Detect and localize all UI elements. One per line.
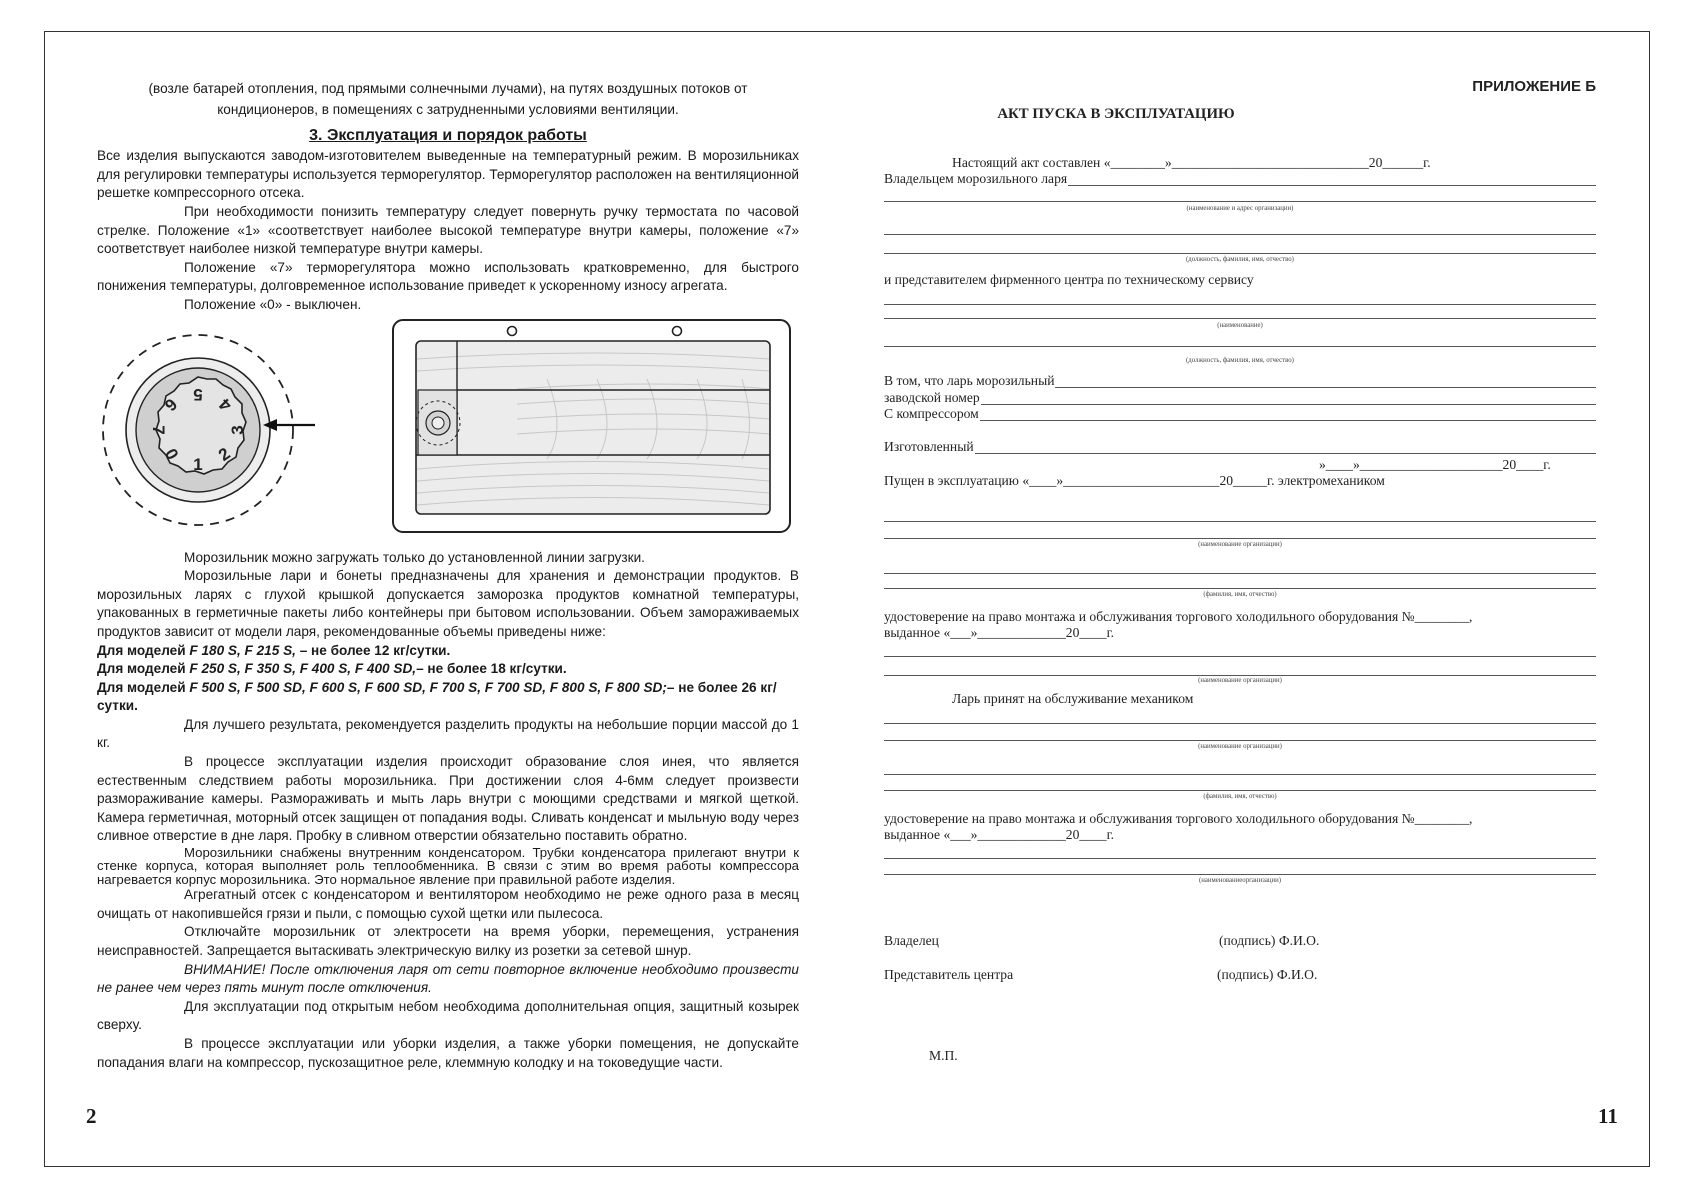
field-caption: (должность, фамилия, имя, отчество): [1186, 357, 1294, 364]
act-line: Ларь принят на обслуживание механиком: [952, 691, 1194, 706]
paragraph: Все изделия выпускаются заводом-изготовителем выведенные на температурный режим. В морозильниках для регулировки температуры используется терморегулятор. Терморегулятор расположен на вентиляционной решетке компрессорного отсека.: [97, 148, 799, 201]
model-limit-3: Для моделей F 500 S, F 500 SD, F 600 S, F 600 SD, F 700 S, F 700 SD, F 800 S, F 800 SD;– не более 26 кг/сутки.: [97, 679, 777, 714]
paragraph: Для эксплуатации под открытым небом необходима дополнительная опция, защитный козырек сверху.: [97, 998, 799, 1033]
field-caption: (наименованиеорганизации): [1198, 877, 1282, 884]
grille-area: [416, 341, 770, 514]
paragraph: В процессе эксплуатации или уборки изделия, а также уборки помещения, не допускайте попадания влаги на компрессор, пускозащитное реле, клеммную колодку и на токоведущие части.: [97, 1036, 799, 1070]
owner-signature: (подпись) Ф.И.О.: [1219, 933, 1320, 948]
field-caption: (наименование и адрес организации): [1186, 205, 1294, 212]
paragraph: Положение «0» - выключен.: [184, 296, 362, 312]
dial-number-6: 6: [160, 394, 181, 415]
thermostat-diagram: [97, 319, 799, 541]
model-limit-1: Для моделей F 180 S, F 215 S, – не более 12 кг/сутки.: [97, 642, 451, 658]
warning-paragraph: ВНИМАНИЕ! После отключения ларя от сети повторное включение необходимо произвести не ранее чем через пять минут после отключения.: [97, 961, 799, 996]
model-limit-2: Для моделей F 250 S, F 350 S, F 400 S, F 400 SD,– не более 18 кг/сутки.: [97, 661, 567, 677]
paragraph: Положение «7» терморегулятора можно использовать кратковременно, для быстрого понижения температуры, долговременное использование приведет к ускоренному износу агрегата.: [97, 259, 799, 294]
field-caption: (фамилия, имя, отчество): [1203, 793, 1277, 800]
manufactured-field: Изготовленный: [884, 439, 1596, 457]
act-line: удостоверение на право монтажа и обслуживания торгового холодильного оборудования №________,: [884, 609, 1473, 624]
act-line: Пущен в эксплуатацию «____»_______________________20_____г. электромехаником: [884, 473, 1385, 488]
act-line: »____»_____________________20____г.: [1319, 457, 1551, 472]
appendix-label: ПРИЛОЖЕНИЕ Б: [1472, 78, 1596, 95]
field-caption: (наименование организации): [1198, 541, 1282, 548]
paragraph: Для лучшего результата, рекомендуется разделить продукты на небольшие порции массой до 1 кг.: [97, 716, 799, 751]
owner-field: Владельцем морозильного ларя: [884, 171, 1596, 189]
serial-field: заводской номер: [884, 390, 1596, 408]
left-page-number: 2: [86, 1104, 97, 1128]
stamp-label: М.П.: [929, 1048, 958, 1063]
dial-number-4: 4: [215, 394, 236, 415]
representative-label: Представитель центра: [884, 967, 1014, 982]
freezer-field: В том, что ларь морозильный: [884, 373, 1596, 391]
act-line: удостоверение на право монтажа и обслуживания торгового холодильного оборудования №________,: [884, 811, 1473, 826]
panel-screw: [673, 326, 682, 335]
dial-number-3: 3: [228, 424, 247, 435]
dial-number-7: 7: [149, 424, 168, 435]
act-title: АКТ ПУСКА В ЭКСПЛУАТАЦИЮ: [997, 106, 1235, 122]
thermostat-figure: [97, 319, 799, 541]
field-caption: (фамилия, имя, отчество): [1203, 591, 1277, 598]
dial-number-0: 0: [160, 444, 183, 463]
dial-number-2: 2: [214, 443, 234, 465]
act-line: выданное «___»_____________20____г.: [884, 625, 1115, 640]
compressor-field: С компрессором: [884, 406, 1596, 424]
right-page-number: 11: [1598, 1104, 1618, 1128]
act-line: и представителем фирменного центра по техническому сервису: [884, 272, 1254, 287]
paragraph: Агрегатный отсек с конденсатором и вентилятором необходимо не реже одного раза в месяц очищать от накопившейся грязи и пыли, с помощью сухой щетки или пылесоса.: [97, 887, 799, 921]
intro-line-1: (возле батарей отопления, под прямыми солнечными лучами), на путях воздушных потоков от: [148, 81, 748, 96]
paragraph: Морозильные лари и бонеты предназначены для хранения и демонстрации продуктов. В морозильных ларях с глухой крышкой допускается заморозка продуктов комнатной температуры, упакованных в герметичные пакеты либо контейнеры при бытовом использовании. Объем замораживаемых продуктов зависит от модели ларя, рекомендованные объемы приведены ниже:: [97, 568, 799, 639]
paragraph: Отключайте морозильник от электросети на время уборки, перемещения, устранения неисправностей. Запрещается вытаскивать электрическую вилку из розетки за сетевой шнур.: [97, 924, 799, 959]
owner-label: Владелец: [884, 933, 939, 948]
paragraph: При необходимости понизить температуру следует повернуть ручку термостата по часовой стрелке. Положение «1» «соответствует наиболее высокой температуре внутри камеры, положение «7» соответствует наиболее низкой температуре внутри камеры.: [97, 203, 799, 257]
representative-signature: (подпись) Ф.И.О.: [1217, 967, 1318, 982]
left-page: [97, 80, 799, 1072]
field-caption: (наименование организации): [1198, 677, 1282, 684]
field-caption: (наименование организации): [1198, 743, 1282, 750]
act-line: выданное «___»_____________20____г.: [884, 827, 1115, 842]
act-line: Настоящий акт составлен «________»_____________________________20______г.: [952, 155, 1431, 170]
paragraph: Морозильник можно загружать только до установленной линии загрузки.: [184, 549, 645, 565]
paragraph: Морозильники снабжены внутренним конденсатором. Трубки конденсатора прилегают внутри к стенке корпуса, которая выполняет роль теплообменника. В связи с этим во время работы компрессора нагревается корпус морозильника. Это нормальное явление при правильной работе изделия.: [97, 845, 799, 887]
dial-number-5: 5: [193, 384, 203, 404]
field-caption: (должность, фамилия, имя, отчество): [1186, 256, 1294, 263]
section-title: 3. Эксплуатация и порядок работы: [309, 127, 587, 145]
dial-number-1: 1: [193, 454, 203, 474]
paragraph: В процессе эксплуатации изделия происходит образование слоя инея, что является естественным следствием работы морозильника. При достижении слоя 4-6мм следует произвести размораживание камеры. Размораживать и мыть ларь внутри с моющими средствами и мягкой щеткой. Камера герметичная, моторный отсек защищен от попадания воды. Сливать конденсат и мыльную воду через сливное отверстие в дне ларя. Пробку в сливном отверстии обязательно поставить обратно.: [97, 754, 799, 844]
panel-screw: [508, 326, 517, 335]
field-caption: (наименование): [1217, 322, 1263, 329]
intro-line-2: кондиционеров, в помещениях с затрудненными условиями вентиляции.: [217, 101, 679, 117]
